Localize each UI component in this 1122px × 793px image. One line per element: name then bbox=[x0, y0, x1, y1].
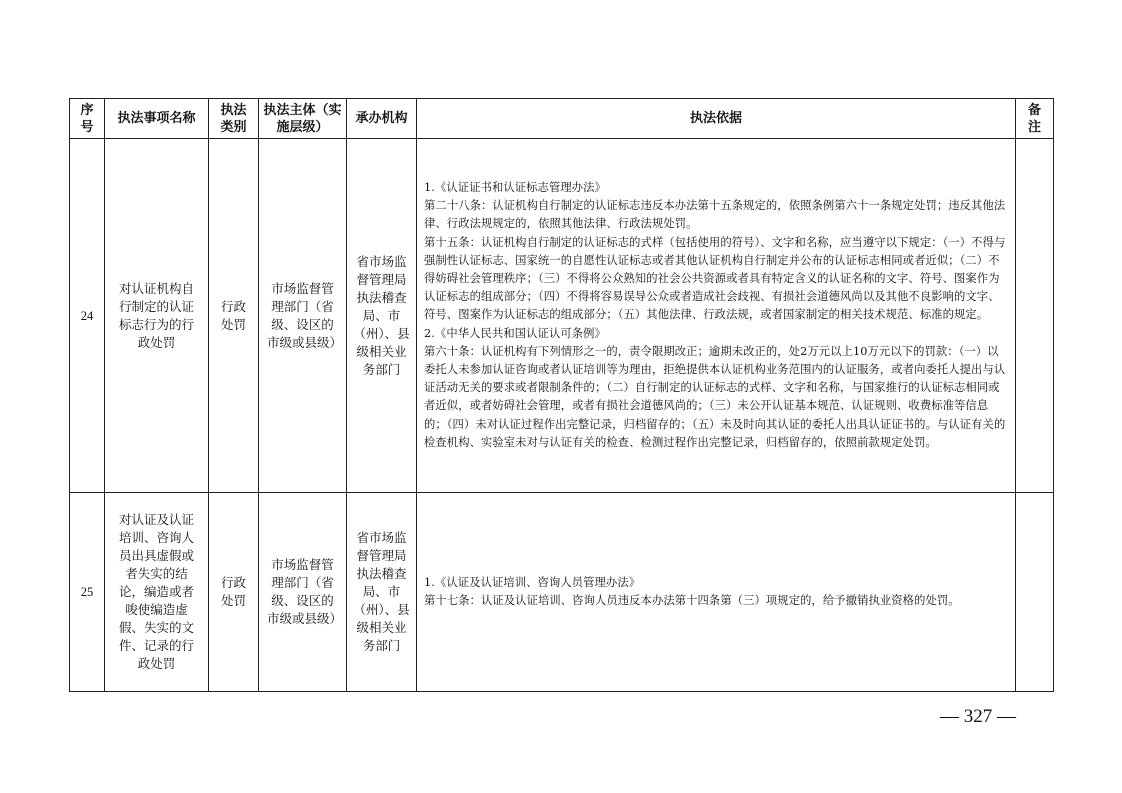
basis-line: 1.《认证及认证培训、咨询人员管理办法》 bbox=[424, 575, 641, 589]
row-agency: 省市场监督管理局执法稽查局、市（州）、县级相关业务部门 bbox=[347, 493, 417, 692]
header-category: 执法类别 bbox=[209, 99, 259, 139]
header-seq: 序号 bbox=[70, 99, 105, 139]
header-item-name: 执法事项名称 bbox=[105, 99, 209, 139]
table-row bbox=[70, 139, 1054, 493]
row-basis bbox=[417, 139, 1016, 493]
header-row bbox=[70, 99, 1054, 139]
header-basis: 执法依据 bbox=[417, 99, 1016, 139]
basis-line: 1.《认证证书和认证标志管理办法》 bbox=[424, 180, 606, 194]
row-category: 行政处罚 bbox=[209, 493, 259, 692]
table-row bbox=[70, 493, 1054, 692]
basis-line: 第二十八条：认证机构自行制定的认证标志违反本办法第十五条规定的，依照条例第六十一条规定处罚；违反其他法律、行政法规规定的，依照其他法律、行政法规处罚。 bbox=[424, 199, 1006, 231]
basis-line: 2.《中华人民共和国认证认可条例》 bbox=[424, 326, 606, 340]
page-number: — 327 — bbox=[940, 706, 1016, 727]
row-seq: 24 bbox=[70, 139, 105, 493]
header-remark: 备注 bbox=[1016, 99, 1054, 139]
row-subject: 市场监督管理部门（省级、设区的市级或县级） bbox=[259, 493, 347, 692]
header-subject: 执法主体（实施层级） bbox=[259, 99, 347, 139]
row-item-name: 对认证机构自行制定的认证标志行为的行政处罚 bbox=[105, 139, 209, 493]
row-category: 行政处罚 bbox=[209, 139, 259, 493]
basis-line: 第十五条：认证机构自行制定的认证标志的式样（包括使用的符号）、文字和名称，应当遵守以下规定：（一）不得与强制性认证标志、国家统一的自愿性认证标志或者其他认证机构自行制定并公布的认证标志相同或者近似；（二）不得妨碍社会管理秩序；（三）不得将公众熟知的社会公共资源或者具有特定含义的认证名称的文字、符号、图案作为认证标志的组成部分；（四）不得将容易误导公众或者造成社会歧视、有损社会道德风尚以及其他不良影响的文字、符号、图案作为认证标志的组成部分；（五）其他法律、行政法规，或者国家制定的相关技术规范、标准的规定。 bbox=[424, 235, 1006, 322]
header-agency: 承办机构 bbox=[347, 99, 417, 139]
row-subject: 市场监督管理部门（省级、设区的市级或县级） bbox=[259, 139, 347, 493]
basis-line: 第六十条：认证机构有下列情形之一的，责令限期改正；逾期未改正的，处2万元以上10万元以下的罚款：（一）以委托人未参加认证咨询或者认证培训等为理由，拒绝提供本认证机构业务范围内的认证服务，或者向委托人提出与认证活动无关的要求或者限制条件的；（二）自行制定的认证标志的式样、文字和名称，与国家推行的认证标志相同或者近似，或者妨碍社会管理，或者有损社会道德风尚的；（三）未公开认证基本规范、认证规则、收费标准等信息的；（四）未对认证过程作出完整记录，归档留存的；（五）未及时向其认证的委托人出具认证证书的。与认证有关的检查机构、实验室未对与认证有关的检查、检测过程作出完整记录，归档留存的，依照前款规定处罚。 bbox=[424, 344, 1006, 449]
row-remark bbox=[1016, 493, 1054, 692]
row-basis bbox=[417, 493, 1016, 692]
enforcement-table bbox=[69, 98, 1054, 692]
row-item-name: 对认证及认证培训、咨询人员出具虚假或者失实的结论，编造或者唆使编造虚假、失实的文件、记录的行政处罚 bbox=[105, 493, 209, 692]
row-remark bbox=[1016, 139, 1054, 493]
basis-line: 第十七条：认证及认证培训、咨询人员违反本办法第十四条第（三）项规定的，给予撤销执业资格的处罚。 bbox=[424, 594, 960, 607]
row-agency: 省市场监督管理局执法稽查局、市（州）、县级相关业务部门 bbox=[347, 139, 417, 493]
row-seq: 25 bbox=[70, 493, 105, 692]
